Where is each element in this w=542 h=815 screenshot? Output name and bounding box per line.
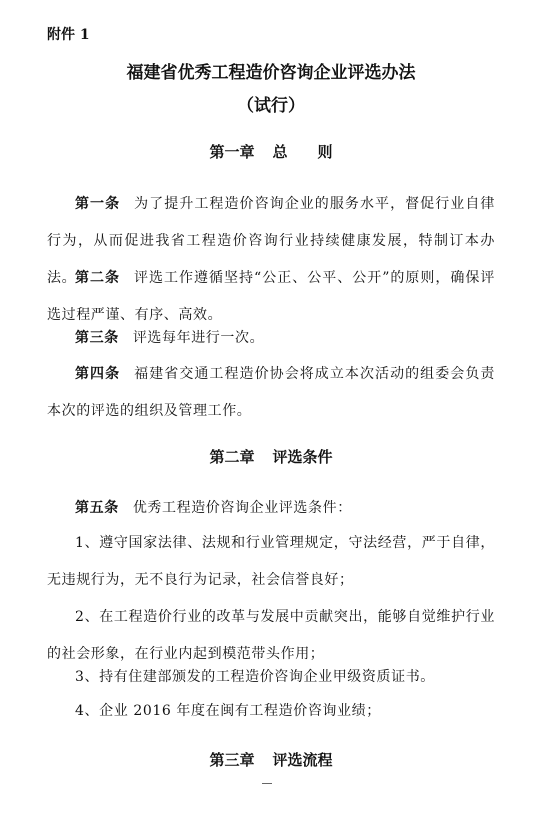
article-number: 第一条 [75,196,121,212]
article-text: 评选每年进行一次。 [132,330,265,346]
document-subtitle: （试行） [237,96,305,116]
article-number: 第二条 [75,270,121,286]
condition-item-3: 3、持有住建部颁发的工程造价咨询企业甲级资质证书。 [75,669,435,685]
attachment-label: 附件 1 [47,27,90,43]
chapter-number: 第三章 [209,751,255,769]
document-title: 福建省优秀工程造价咨询企业评选办法 [126,63,416,83]
article-number: 第三条 [75,330,119,346]
condition-item-2: 2、在工程造价行业的改革与发展中贡献突出，能够自觉维护行业的社会形象，在行业内起到模范带头作用； [47,609,495,662]
article-3 [47,320,495,357]
article-5 [47,490,495,527]
chapter-number: 第二章 [209,448,255,466]
chapter-2-heading [0,446,542,467]
chapter-3-heading [0,749,542,770]
article-text: 优秀工程造价咨询企业评选条件： [132,500,352,516]
chapter-name: 评选条件 [272,448,333,466]
article-number: 第五条 [75,500,119,516]
chapter-name: 评选流程 [272,751,333,769]
article-text: 福建省交通工程造价协会将成立本次活动的组委会负责本次的评选的组织及管理工作。 [47,366,495,419]
article-4 [47,356,495,430]
condition-item-1: 1、遵守国家法律、法规和行业管理规定，守法经营，严于自律，无违规行为，无不良行为记录，社会信誉良好； [47,535,495,588]
article-number: 第四条 [75,366,121,382]
condition-item-4: 4、企业 2016 年度在闽有工程造价咨询业绩； [75,703,381,719]
scan-mark [262,783,272,786]
article-text: 为了提升工程造价咨询企业的服务水平，督促行业自律行为，从而促进我省工程造价咨询行业持续健康发展，特制订本办法。 [47,196,495,286]
chapter-1-heading [0,141,542,162]
article-text: 评选工作遵循坚持“公正、公平、公开”的原则，确保评选过程严谨、有序、高效。 [47,270,495,323]
chapter-name: 总 则 [272,143,333,161]
chapter-number: 第一章 [209,143,255,161]
